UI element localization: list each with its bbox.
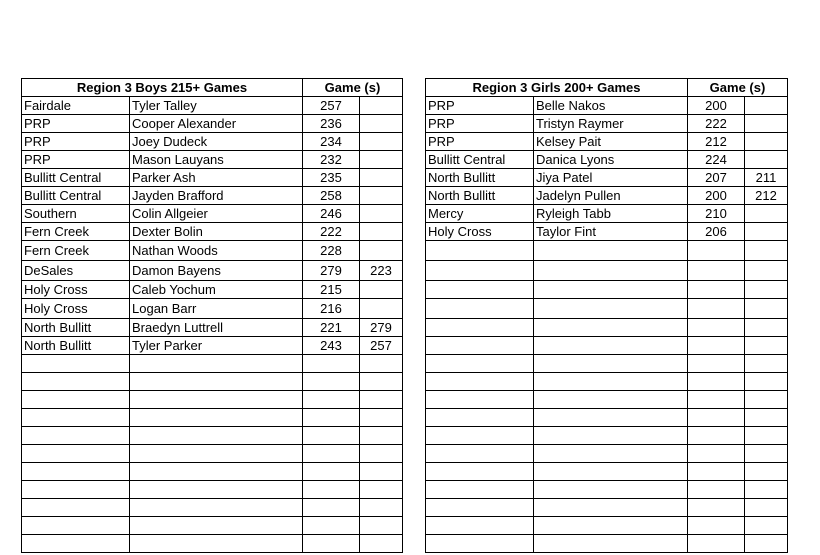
table-row[interactable] <box>426 223 788 241</box>
cell-player[interactable] <box>534 373 688 391</box>
cell-player[interactable]: Mason Lauyans <box>130 151 303 169</box>
table-row[interactable] <box>426 187 788 205</box>
cell-school[interactable] <box>426 391 534 409</box>
cell-school[interactable]: DeSales <box>22 261 130 281</box>
cell-game1[interactable]: 207 <box>688 169 745 187</box>
cell-game1[interactable]: 200 <box>688 97 745 115</box>
cell-game2[interactable] <box>360 355 403 373</box>
cell-game1[interactable] <box>688 499 745 517</box>
cell-game2[interactable] <box>360 463 403 481</box>
girls-header-row <box>426 79 788 97</box>
cell-school[interactable] <box>22 427 130 445</box>
table-row[interactable] <box>22 535 403 553</box>
cell-game1[interactable] <box>688 445 745 463</box>
cell-game1[interactable]: 243 <box>303 337 360 355</box>
cell-school[interactable] <box>426 373 534 391</box>
cell-game2[interactable] <box>745 151 788 169</box>
cell-game2[interactable] <box>745 337 788 355</box>
cell-school[interactable] <box>22 391 130 409</box>
cell-game2[interactable] <box>745 373 788 391</box>
table-row[interactable] <box>22 427 403 445</box>
cell-game2[interactable]: 257 <box>360 337 403 355</box>
boys-table <box>21 78 403 553</box>
cell-school[interactable]: Fern Creek <box>22 223 130 241</box>
cell-player[interactable] <box>534 281 688 299</box>
cell-player[interactable] <box>130 517 303 535</box>
cell-game1[interactable] <box>303 427 360 445</box>
cell-game1[interactable]: 215 <box>303 281 360 299</box>
cell-player[interactable]: Colin Allgeier <box>130 205 303 223</box>
cell-game1[interactable]: 222 <box>303 223 360 241</box>
cell-game1[interactable] <box>688 517 745 535</box>
cell-player[interactable]: Damon Bayens <box>130 261 303 281</box>
cell-game1[interactable]: 212 <box>688 133 745 151</box>
cell-game1[interactable] <box>303 481 360 499</box>
cell-player[interactable]: Jayden Brafford <box>130 187 303 205</box>
boys-header-row <box>22 79 403 97</box>
cell-player[interactable]: Tyler Talley <box>130 97 303 115</box>
cell-player[interactable]: Kelsey Pait <box>534 133 688 151</box>
cell-player[interactable]: Cooper Alexander <box>130 115 303 133</box>
cell-game1[interactable]: 232 <box>303 151 360 169</box>
cell-player[interactable]: Tyler Parker <box>130 337 303 355</box>
cell-player[interactable]: Jadelyn Pullen <box>534 187 688 205</box>
cell-school[interactable] <box>426 299 534 319</box>
cell-school[interactable] <box>426 355 534 373</box>
cell-player[interactable] <box>534 445 688 463</box>
cell-game1[interactable] <box>303 445 360 463</box>
cell-player[interactable] <box>534 261 688 281</box>
cell-game1[interactable]: 224 <box>688 151 745 169</box>
cell-game2[interactable] <box>360 151 403 169</box>
cell-game2[interactable] <box>360 409 403 427</box>
cell-player[interactable] <box>130 355 303 373</box>
cell-game1[interactable] <box>303 409 360 427</box>
cell-player[interactable] <box>130 409 303 427</box>
cell-school[interactable] <box>22 373 130 391</box>
cell-game2[interactable] <box>745 517 788 535</box>
cell-school[interactable]: PRP <box>426 97 534 115</box>
cell-game2[interactable] <box>360 205 403 223</box>
table-row[interactable] <box>22 299 403 319</box>
cell-game2[interactable] <box>360 133 403 151</box>
cell-school[interactable]: Fairdale <box>22 97 130 115</box>
cell-game2[interactable]: 223 <box>360 261 403 281</box>
cell-game1[interactable]: 257 <box>303 97 360 115</box>
table-row[interactable] <box>22 391 403 409</box>
cell-game2[interactable] <box>745 133 788 151</box>
table-row[interactable] <box>22 409 403 427</box>
cell-game1[interactable] <box>303 391 360 409</box>
cell-school[interactable] <box>426 337 534 355</box>
cell-game1[interactable]: 236 <box>303 115 360 133</box>
cell-game1[interactable]: 200 <box>688 187 745 205</box>
cell-school[interactable] <box>22 535 130 553</box>
cell-school[interactable] <box>22 499 130 517</box>
cell-game2[interactable] <box>360 169 403 187</box>
cell-game1[interactable] <box>688 261 745 281</box>
cell-game1[interactable] <box>303 373 360 391</box>
cell-game1[interactable]: 235 <box>303 169 360 187</box>
cell-school[interactable] <box>426 499 534 517</box>
cell-game1[interactable] <box>688 319 745 337</box>
cell-game1[interactable]: 221 <box>303 319 360 337</box>
table-row[interactable] <box>426 337 788 355</box>
cell-school[interactable]: Bullitt Central <box>426 151 534 169</box>
table-row[interactable] <box>426 391 788 409</box>
table-row[interactable] <box>22 169 403 187</box>
table-row[interactable] <box>426 427 788 445</box>
table-row[interactable] <box>22 319 403 337</box>
cell-game2[interactable] <box>745 319 788 337</box>
cell-game1[interactable] <box>688 535 745 553</box>
cell-player[interactable] <box>534 319 688 337</box>
cell-game1[interactable]: 210 <box>688 205 745 223</box>
cell-player[interactable] <box>534 391 688 409</box>
cell-player[interactable] <box>130 427 303 445</box>
cell-game2[interactable] <box>745 481 788 499</box>
cell-game2[interactable] <box>360 517 403 535</box>
cell-school[interactable]: PRP <box>426 133 534 151</box>
cell-game2[interactable] <box>360 499 403 517</box>
cell-game1[interactable] <box>688 299 745 319</box>
table-row[interactable] <box>426 499 788 517</box>
table-row[interactable] <box>426 409 788 427</box>
cell-player[interactable] <box>130 373 303 391</box>
table-row[interactable] <box>426 169 788 187</box>
cell-player[interactable] <box>130 391 303 409</box>
cell-game2[interactable] <box>360 281 403 299</box>
cell-school[interactable] <box>426 535 534 553</box>
cell-game1[interactable]: 222 <box>688 115 745 133</box>
table-row[interactable] <box>426 151 788 169</box>
cell-player[interactable] <box>130 535 303 553</box>
cell-game1[interactable] <box>303 517 360 535</box>
cell-school[interactable] <box>426 241 534 261</box>
cell-game1[interactable]: 279 <box>303 261 360 281</box>
table-row[interactable] <box>22 281 403 299</box>
cell-player[interactable] <box>534 427 688 445</box>
cell-game1[interactable] <box>688 409 745 427</box>
cell-game2[interactable] <box>360 373 403 391</box>
table-row[interactable] <box>426 281 788 299</box>
table-row[interactable] <box>426 373 788 391</box>
cell-school[interactable]: Holy Cross <box>426 223 534 241</box>
cell-player[interactable]: Tristyn Raymer <box>534 115 688 133</box>
cell-player[interactable]: Taylor Fint <box>534 223 688 241</box>
cell-school[interactable] <box>22 409 130 427</box>
cell-player[interactable]: Caleb Yochum <box>130 281 303 299</box>
cell-game1[interactable]: 216 <box>303 299 360 319</box>
table-row[interactable] <box>426 241 788 261</box>
cell-school[interactable] <box>22 445 130 463</box>
table-row[interactable] <box>426 319 788 337</box>
cell-school[interactable]: North Bullitt <box>426 169 534 187</box>
cell-school[interactable]: Southern <box>22 205 130 223</box>
girls-table <box>425 78 788 553</box>
cell-player[interactable]: Belle Nakos <box>534 97 688 115</box>
cell-player[interactable]: Ryleigh Tabb <box>534 205 688 223</box>
table-row[interactable] <box>22 481 403 499</box>
cell-school[interactable]: PRP <box>426 115 534 133</box>
table-row[interactable] <box>426 205 788 223</box>
cell-game1[interactable] <box>688 241 745 261</box>
cell-game2[interactable] <box>745 463 788 481</box>
cell-school[interactable]: North Bullitt <box>426 187 534 205</box>
cell-game1[interactable] <box>303 535 360 553</box>
cell-player[interactable] <box>534 481 688 499</box>
cell-school[interactable]: Bullitt Central <box>22 187 130 205</box>
cell-school[interactable] <box>426 445 534 463</box>
cell-game2[interactable] <box>745 115 788 133</box>
table-row[interactable] <box>426 445 788 463</box>
table-row[interactable] <box>426 535 788 553</box>
cell-school[interactable] <box>426 281 534 299</box>
table-row[interactable] <box>426 463 788 481</box>
table-row[interactable] <box>22 241 403 261</box>
cell-school[interactable]: Fern Creek <box>22 241 130 261</box>
cell-game2[interactable] <box>745 391 788 409</box>
table-row[interactable] <box>22 115 403 133</box>
table-row[interactable] <box>22 355 403 373</box>
cell-school[interactable] <box>426 261 534 281</box>
cell-game2[interactable] <box>360 241 403 261</box>
table-row[interactable] <box>426 517 788 535</box>
cell-player[interactable]: Braedyn Luttrell <box>130 319 303 337</box>
cell-game1[interactable]: 206 <box>688 223 745 241</box>
cell-game2[interactable] <box>745 97 788 115</box>
cell-school[interactable] <box>426 427 534 445</box>
cell-game1[interactable] <box>688 463 745 481</box>
cell-school[interactable] <box>426 481 534 499</box>
table-row[interactable] <box>426 355 788 373</box>
cell-game1[interactable]: 234 <box>303 133 360 151</box>
table-row[interactable] <box>22 97 403 115</box>
cell-game2[interactable] <box>360 445 403 463</box>
table-row[interactable] <box>22 445 403 463</box>
girls-games-header: Game (s) <box>688 79 788 97</box>
cell-game1[interactable] <box>303 463 360 481</box>
cell-game2[interactable] <box>360 427 403 445</box>
cell-player[interactable] <box>534 463 688 481</box>
table-row[interactable] <box>22 223 403 241</box>
table-row[interactable] <box>22 205 403 223</box>
cell-game1[interactable] <box>688 481 745 499</box>
table-row[interactable] <box>22 463 403 481</box>
cell-player[interactable] <box>534 409 688 427</box>
cell-school[interactable] <box>426 463 534 481</box>
cell-game1[interactable] <box>688 355 745 373</box>
table-row[interactable] <box>426 299 788 319</box>
cell-game2[interactable] <box>745 355 788 373</box>
cell-game2[interactable] <box>745 261 788 281</box>
cell-player[interactable] <box>534 517 688 535</box>
table-row[interactable] <box>22 187 403 205</box>
cell-player[interactable] <box>534 355 688 373</box>
cell-game2[interactable] <box>360 115 403 133</box>
cell-school[interactable]: North Bullitt <box>22 319 130 337</box>
table-row[interactable] <box>426 133 788 151</box>
boys-table-body <box>22 97 403 553</box>
table-row[interactable] <box>426 261 788 281</box>
cell-game2[interactable] <box>745 409 788 427</box>
table-row[interactable] <box>22 133 403 151</box>
cell-game2[interactable] <box>745 427 788 445</box>
cell-game1[interactable] <box>688 281 745 299</box>
table-row[interactable] <box>426 97 788 115</box>
cell-game2[interactable] <box>360 535 403 553</box>
table-row[interactable] <box>22 337 403 355</box>
cell-game2[interactable] <box>745 535 788 553</box>
cell-school[interactable] <box>22 481 130 499</box>
table-row[interactable] <box>22 517 403 535</box>
table-row[interactable] <box>426 481 788 499</box>
cell-game2[interactable]: 211 <box>745 169 788 187</box>
cell-player[interactable] <box>130 445 303 463</box>
cell-school[interactable] <box>426 409 534 427</box>
cell-player[interactable] <box>130 463 303 481</box>
cell-game2[interactable] <box>745 281 788 299</box>
cell-school[interactable]: Holy Cross <box>22 299 130 319</box>
cell-game1[interactable] <box>688 373 745 391</box>
cell-player[interactable] <box>534 241 688 261</box>
cell-school[interactable]: Mercy <box>426 205 534 223</box>
cell-school[interactable] <box>22 517 130 535</box>
table-row[interactable] <box>22 373 403 391</box>
cell-school[interactable] <box>22 463 130 481</box>
cell-player[interactable]: Dexter Bolin <box>130 223 303 241</box>
cell-game2[interactable] <box>745 499 788 517</box>
cell-game1[interactable]: 246 <box>303 205 360 223</box>
girls-table-body <box>426 97 788 553</box>
cell-game2[interactable] <box>745 299 788 319</box>
table-row[interactable] <box>22 261 403 281</box>
cell-game2[interactable] <box>360 391 403 409</box>
table-row[interactable] <box>22 151 403 169</box>
cell-school[interactable]: Bullitt Central <box>22 169 130 187</box>
cell-game2[interactable] <box>360 187 403 205</box>
cell-player[interactable] <box>130 499 303 517</box>
cell-game1[interactable] <box>688 391 745 409</box>
cell-game1[interactable] <box>688 337 745 355</box>
cell-game1[interactable]: 258 <box>303 187 360 205</box>
cell-school[interactable]: North Bullitt <box>22 337 130 355</box>
cell-game1[interactable] <box>688 427 745 445</box>
cell-player[interactable] <box>130 481 303 499</box>
cell-game2[interactable]: 212 <box>745 187 788 205</box>
cell-player[interactable]: Logan Barr <box>130 299 303 319</box>
cell-player[interactable]: Danica Lyons <box>534 151 688 169</box>
cell-game2[interactable] <box>360 97 403 115</box>
cell-game2[interactable] <box>360 481 403 499</box>
cell-game1[interactable]: 228 <box>303 241 360 261</box>
cell-school[interactable]: PRP <box>22 115 130 133</box>
cell-school[interactable] <box>426 319 534 337</box>
cell-game2[interactable] <box>745 241 788 261</box>
cell-game2[interactable] <box>745 205 788 223</box>
girls-table-title: Region 3 Girls 200+ Games <box>426 79 688 97</box>
cell-player[interactable] <box>534 499 688 517</box>
boys-table-title: Region 3 Boys 215+ Games <box>22 79 303 97</box>
cell-school[interactable] <box>426 517 534 535</box>
cell-player[interactable]: Joey Dudeck <box>130 133 303 151</box>
cell-school[interactable] <box>22 355 130 373</box>
cell-game2[interactable] <box>360 223 403 241</box>
cell-school[interactable]: Holy Cross <box>22 281 130 299</box>
cell-school[interactable]: PRP <box>22 133 130 151</box>
cell-player[interactable]: Jiya Patel <box>534 169 688 187</box>
cell-game2[interactable] <box>745 223 788 241</box>
cell-player[interactable] <box>534 337 688 355</box>
cell-game1[interactable] <box>303 355 360 373</box>
cell-player[interactable] <box>534 299 688 319</box>
boys-games-header: Game (s) <box>303 79 403 97</box>
table-row[interactable] <box>22 499 403 517</box>
cell-school[interactable]: PRP <box>22 151 130 169</box>
cell-player[interactable] <box>534 535 688 553</box>
cell-game1[interactable] <box>303 499 360 517</box>
cell-game2[interactable] <box>360 299 403 319</box>
cell-player[interactable]: Parker Ash <box>130 169 303 187</box>
cell-game2[interactable]: 279 <box>360 319 403 337</box>
cell-game2[interactable] <box>745 445 788 463</box>
cell-player[interactable]: Nathan Woods <box>130 241 303 261</box>
table-row[interactable] <box>426 115 788 133</box>
